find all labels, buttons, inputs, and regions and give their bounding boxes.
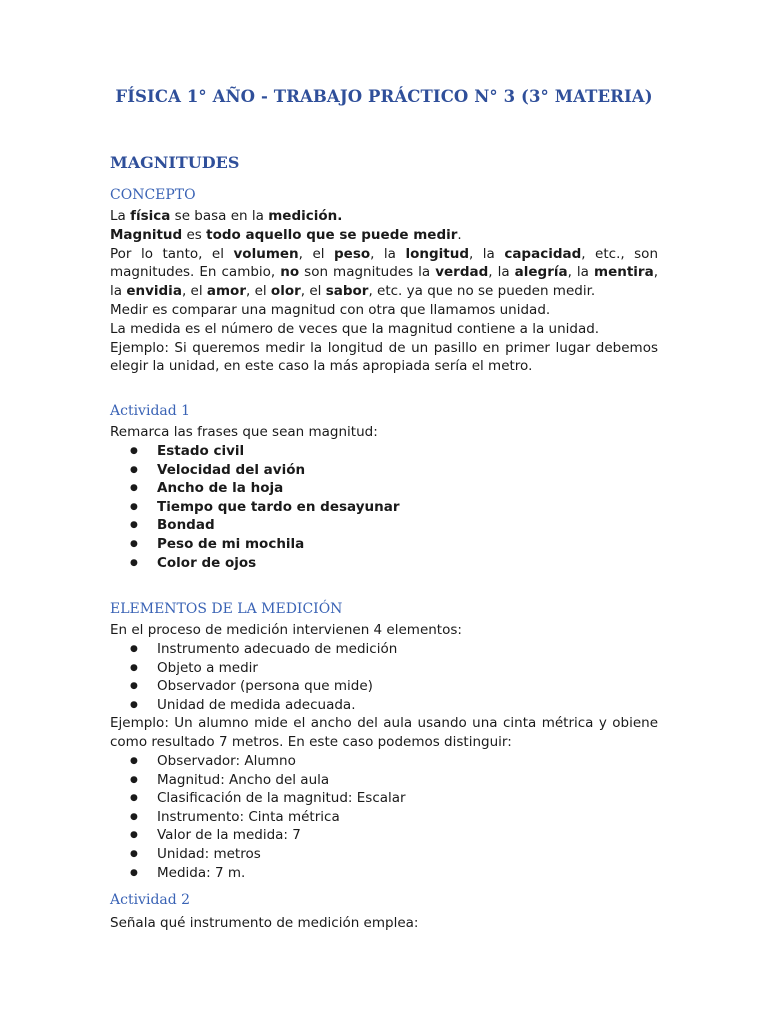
- list-item: ● Observador (persona que mide): [130, 677, 397, 696]
- subheading-actividad-1: Actividad 1: [110, 403, 191, 419]
- list-item: ● Observador: Alumno: [130, 752, 406, 771]
- actividad-1-intro: Remarca las frases que sean magnitud:: [110, 424, 378, 440]
- bold-term: Magnitud: [110, 226, 183, 243]
- list-item: ● Clasificación de la magnitud: Escalar: [130, 789, 406, 808]
- list-item: ● Valor de la medida: 7: [130, 826, 406, 845]
- subheading-actividad-2: Actividad 2: [110, 892, 191, 908]
- subheading-elementos: ELEMENTOS DE LA MEDICIÓN: [110, 601, 343, 617]
- concepto-example: Ejemplo: Si queremos medir la longitud de un pasillo en primer lugar debemos elegir la unidad, en este caso la más apropiada sería el metro.: [110, 339, 658, 375]
- concepto-line-2: Magnitud es todo aquello que se puede medir.: [110, 226, 462, 243]
- list-item: ● Unidad de medida adecuada.: [130, 696, 397, 715]
- list-item: ● Ancho de la hoja: [130, 479, 400, 498]
- concepto-paragraph: Por lo tanto, el volumen, el peso, la longitud, la capacidad, etc., son magnitudes. En cambio, no son magnitudes la verdad, la alegría, la mentira, la envidia, el amor, el olor, el sabor, etc. ya que no se pueden medir.: [110, 245, 659, 300]
- concepto-line-3: Medir es comparar una magnitud con otra que llamamos unidad.: [110, 301, 551, 318]
- page-title: FÍSICA 1° AÑO - TRABAJO PRÁCTICO N° 3 (3° MATERIA): [115, 87, 653, 106]
- actividad-2-intro: Señala qué instrumento de medición emplea:: [110, 915, 419, 931]
- list-item: ● Estado civil: [130, 442, 400, 461]
- list-item: ● Objeto a medir: [130, 659, 397, 678]
- actividad-1-list: [130, 442, 400, 572]
- elementos-example: Ejemplo: Un alumno mide el ancho del aula usando una cinta métrica y obiene como resultado 7 metros. En este caso podemos distinguir:: [110, 715, 658, 750]
- elementos-example-list: [130, 752, 406, 882]
- concepto-line-4: La medida es el número de veces que la magnitud contiene a la unidad.: [110, 320, 600, 337]
- bold-term: todo aquello que se puede medir: [206, 226, 458, 243]
- list-item: ● Medida: 7 m.: [130, 864, 406, 883]
- concepto-body: [110, 207, 658, 376]
- list-item: ● Color de ojos: [130, 554, 400, 573]
- list-item: ● Bondad: [130, 516, 400, 535]
- elementos-intro: En el proceso de medición intervienen 4 elementos:: [110, 622, 462, 638]
- list-item: ● Instrumento: Cinta métrica: [130, 808, 406, 827]
- elementos-list: [130, 640, 397, 714]
- bold-term: física: [130, 208, 171, 224]
- list-item: ● Velocidad del avión: [130, 461, 400, 480]
- list-item: ● Instrumento adecuado de medición: [130, 640, 397, 659]
- section-heading-magnitudes: MAGNITUDES: [110, 153, 240, 172]
- concepto-line-1: La física se basa en la medición.: [110, 208, 343, 224]
- list-item: ● Magnitud: Ancho del aula: [130, 771, 406, 790]
- list-item: ● Unidad: metros: [130, 845, 406, 864]
- bold-term: medición.: [268, 208, 343, 224]
- list-item: ● Tiempo que tardo en desayunar: [130, 498, 400, 517]
- list-item: ● Peso de mi mochila: [130, 535, 400, 554]
- subheading-concepto: CONCEPTO: [110, 187, 196, 203]
